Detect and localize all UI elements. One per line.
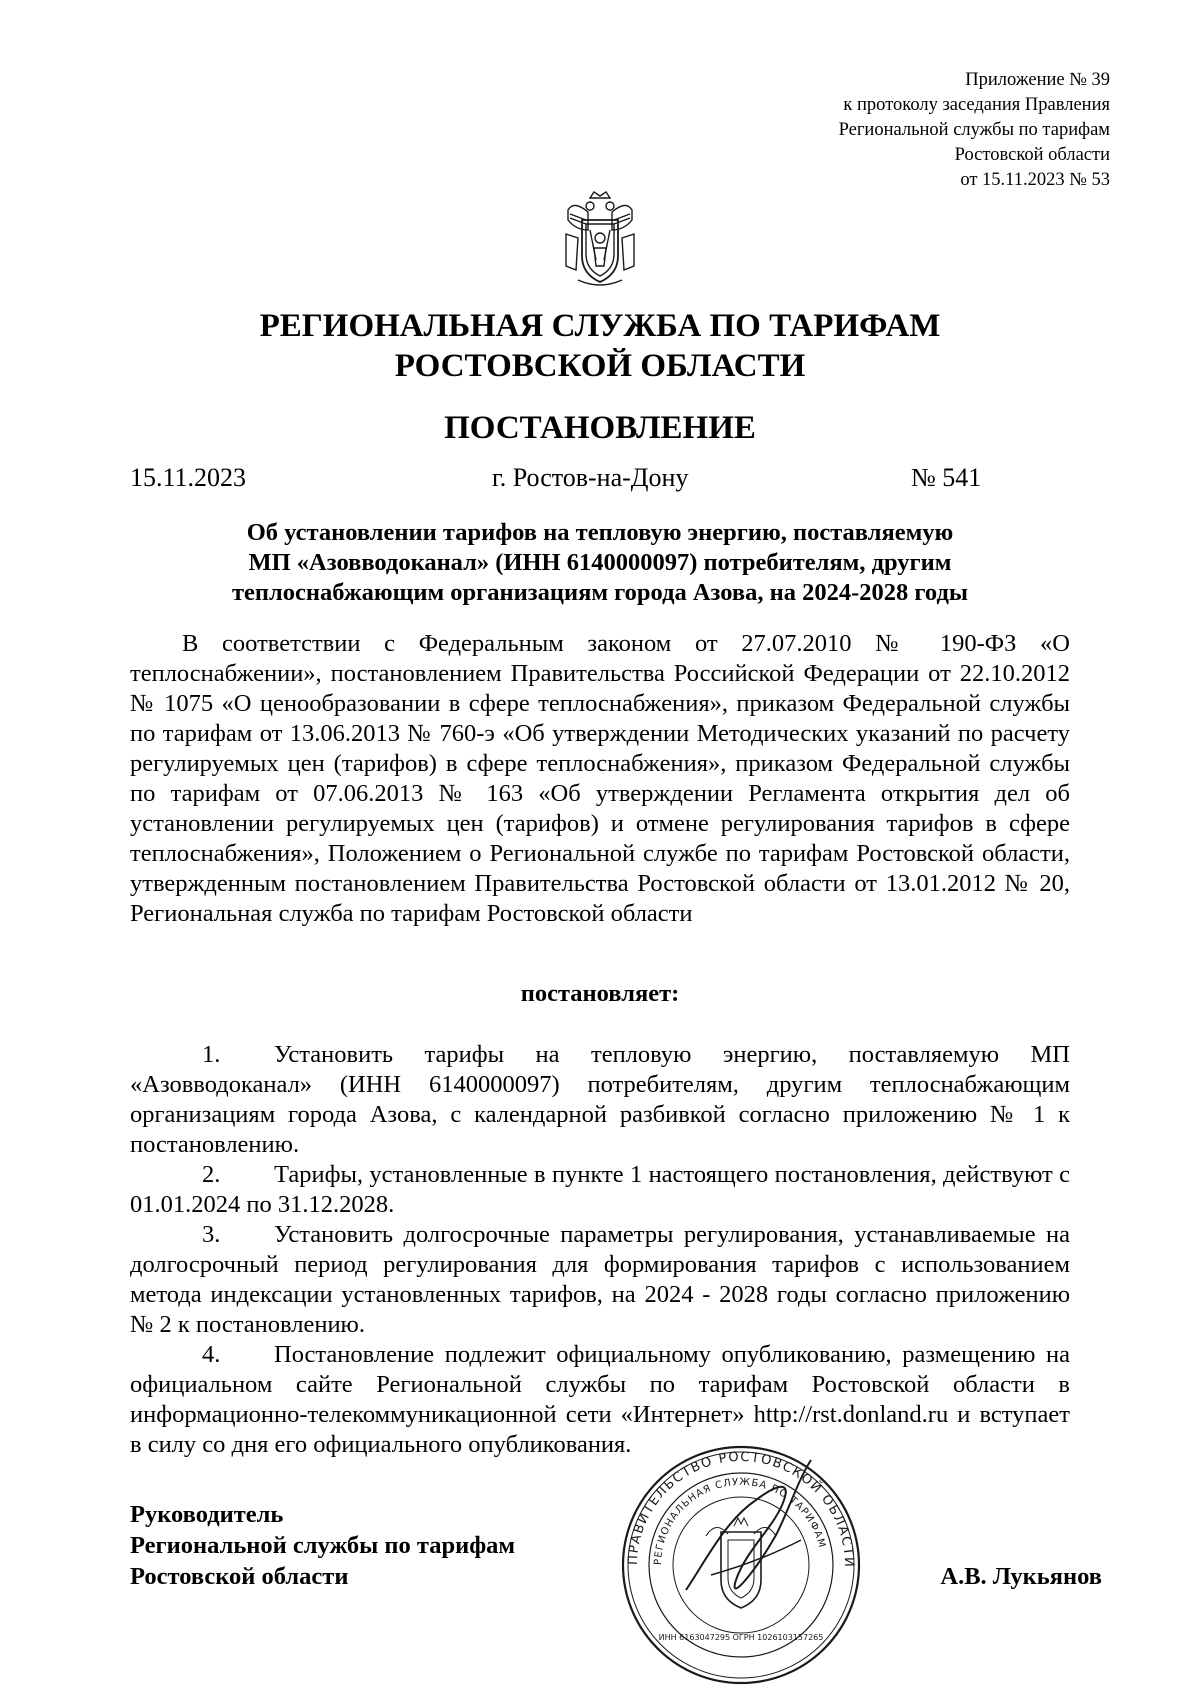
- subject-line: Об установлении тарифов на тепловую энергию, поставляемую: [246, 519, 954, 546]
- item-text: Тарифы, установленные в пункте 1 настоящего постановления, действуют с 01.01.2024 по 31.12.2028.: [130, 1161, 1070, 1218]
- org-title: [130, 306, 1070, 386]
- appendix-line: Приложение № 39: [965, 70, 1110, 90]
- signatory-role-line: Руководитель: [130, 1501, 284, 1528]
- decree-word: постановляет:: [520, 980, 680, 1007]
- subject-line: теплоснабжающим организациям города Азова, на 2024-2028 годы: [232, 579, 968, 606]
- signatory-role-line: Ростовской области: [130, 1563, 349, 1590]
- item-number: 3.: [202, 1221, 221, 1248]
- signatory-role: [130, 1499, 590, 1592]
- document-meta: [130, 462, 1070, 494]
- document-date: 15.11.2023: [130, 463, 247, 492]
- document-number: № 541: [911, 463, 982, 492]
- preamble-paragraph: В соответствии с Федеральным законом от 27.07.2010 № 190-ФЗ «О теплоснабжении», постановлением Правительства Российской Федерации от 22.10.2012 № 1075 «О ценообразовании в сфере теплоснабжения», приказом Федеральной службы по тарифам от 13.06.2013 № 760-э «Об утверждении Методических указаний по расчету регулируемых цен (тарифов) в сфере теплоснабжения», приказом Федеральной службы по тарифам от 07.06.2013 № 163 «Об утверждении Регламента открытия дел об установлении регулируемых цен (тарифов) и отмене регулирования тарифов в сфере теплоснабжения», Положением о Региональной службе по тарифам Ростовской области, утвержденным постановлением Правительства Ростовской области от 13.01.2012 № 20, Региональная служба по тарифам Ростовской области: [130, 630, 1070, 927]
- item-text: Установить долгосрочные параметры регулирования, устанавливаемые на долгосрочный период регулирования для формирования тарифов с использованием метода индексации установленных тарифов, на 2024 - 2028 годы согласно приложению № 2 к постановлению.: [130, 1221, 1070, 1338]
- preamble-section: [130, 629, 1070, 929]
- signatory-name: А.В. Лукьянов: [940, 1563, 1102, 1590]
- appendix-line: Ростовской области: [954, 145, 1110, 165]
- item-number: 4.: [202, 1341, 221, 1368]
- subject-line: МП «Азовводоканал» (ИНН 6140000097) потребителям, другим: [248, 549, 952, 576]
- seal-inner-ring-text: РЕГИОНАЛЬНАЯ СЛУЖБА ПО ТАРИФАМ: [652, 1476, 828, 1566]
- item-number: 1.: [202, 1041, 221, 1068]
- org-title-line: РОСТОВСКОЙ ОБЛАСТИ: [394, 348, 806, 384]
- appendix-line: к протоколу заседания Правления: [843, 95, 1110, 115]
- decree-item: [130, 1340, 1070, 1460]
- appendix-line: от 15.11.2023 № 53: [960, 170, 1110, 190]
- signatory-role-line: Региональной службы по тарифам: [130, 1532, 516, 1559]
- appendix-note: [550, 68, 1110, 193]
- item-text: Установить тарифы на тепловую энергию, поставляемую МП «Азовводоканал» (ИНН 6140000097) потребителям, другим теплоснабжающим организациям города Азова, с календарной разбивкой согласно приложению № 1 к постановлению.: [130, 1041, 1070, 1158]
- item-text: Постановление подлежит официальному опубликованию, размещению на официальном сайте Региональной службы по тарифам Ростовской области в информационно-телекоммуникационной сети «Интернет» http://rst.donland.ru и вступает в силу со дня его официального опубликования.: [130, 1341, 1070, 1458]
- appendix-line: Региональной службы по тарифам: [838, 120, 1110, 140]
- official-seal-icon: [616, 1440, 866, 1690]
- item-number: 2.: [202, 1161, 221, 1188]
- decree-items: [130, 1040, 1070, 1460]
- org-title-line: РЕГИОНАЛЬНАЯ СЛУЖБА ПО ТАРИФАМ: [259, 308, 941, 344]
- coat-of-arms-icon: [560, 190, 640, 290]
- decree-item: [130, 1220, 1070, 1340]
- decree-item: [130, 1040, 1070, 1160]
- decree-item: [130, 1160, 1070, 1220]
- seal-id-text: ИНН 6163047295 ОГРН 1026103157265: [658, 1633, 824, 1642]
- seal-outer-ring-text: ПРАВИТЕЛЬСТВО РОСТОВСКОЙ ОБЛАСТИ: [625, 1449, 857, 1569]
- document-type: ПОСТАНОВЛЕНИЕ: [444, 410, 756, 446]
- document-city: г. Ростов-на-Дону: [492, 463, 689, 492]
- document-subject: [130, 518, 1070, 608]
- svg-text:РЕГИОНАЛЬНАЯ СЛУЖБА ПО ТАРИФАМ: [653, 1477, 827, 1565]
